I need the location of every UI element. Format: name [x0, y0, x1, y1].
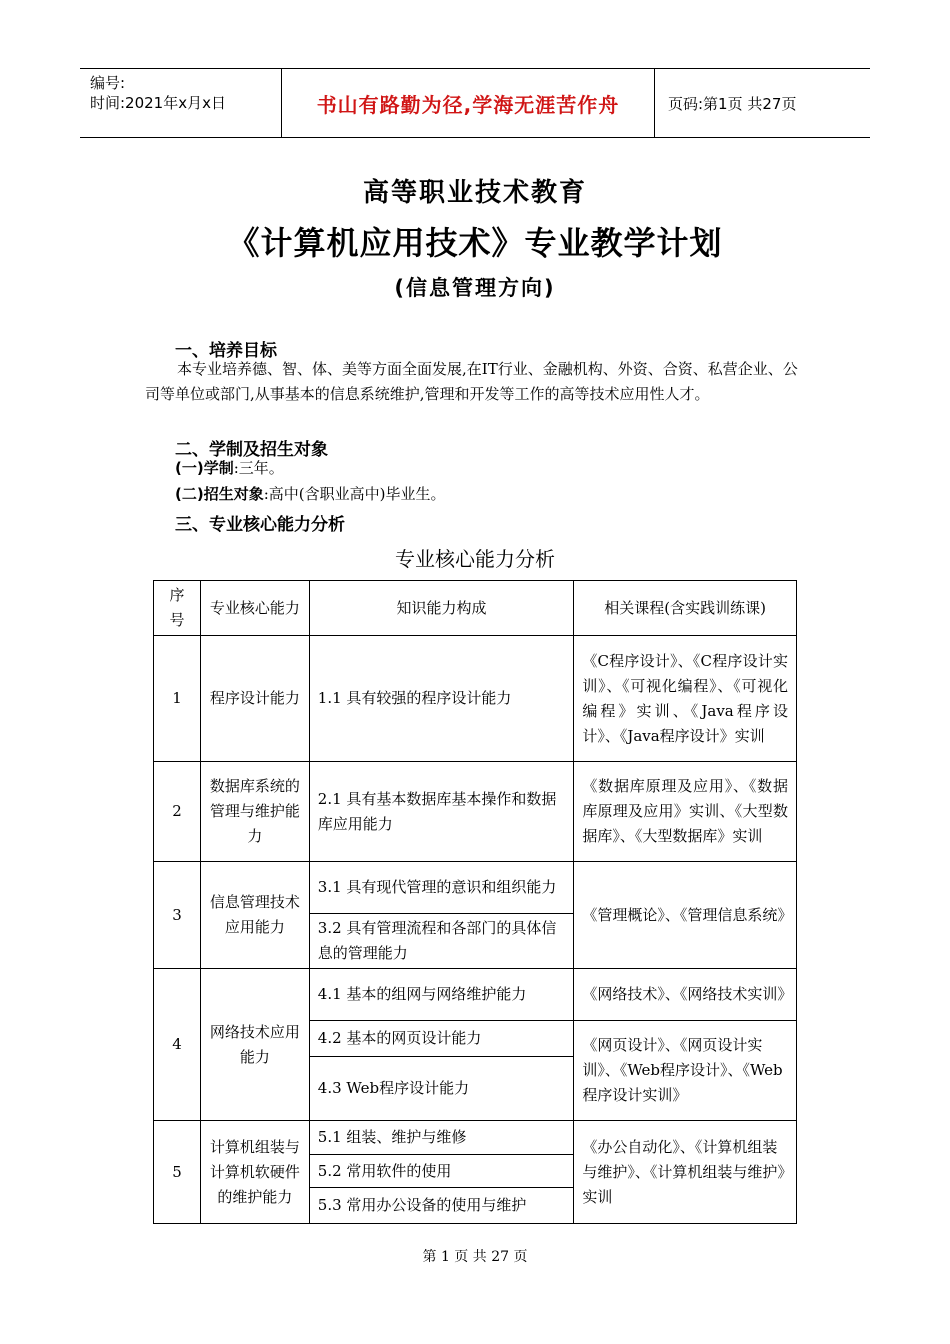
row-ability: 程序设计能力 — [200, 636, 309, 762]
schooling-value: :三年。 — [233, 459, 284, 477]
section-2-title: 二、学制及招生对象 — [175, 440, 328, 460]
table-title: 专业核心能力分析 — [395, 547, 555, 571]
row-knowledge-item: 4.2 基本的网页设计能力 — [309, 1021, 574, 1057]
row-courses: 《数据库原理及应用》、《数据库原理及应用》实训、《大型数据库》、《大型数据库》实训 — [574, 762, 797, 862]
row-courses: 《办公自动化》、《计算机组装与维护》、《计算机组装与维护》实训 — [574, 1121, 797, 1224]
row-knowledge-item: 5.2 常用软件的使用 — [309, 1155, 574, 1188]
row-courses: 《管理概论》、《管理信息系统》 — [574, 862, 797, 969]
row-ability: 计算机组装与计算机软硬件的维护能力 — [200, 1121, 309, 1224]
row-courses: 《网页设计》、《网页设计实训》、《Web程序设计》、《Web程序设计实训》 — [574, 1021, 797, 1121]
header-meta — [80, 69, 281, 137]
table-row — [154, 762, 797, 862]
table-row — [154, 969, 797, 1021]
document-header — [80, 68, 870, 138]
page-footer: 第 1 页 共 27 页 — [422, 1249, 528, 1265]
row-knowledge-item: 5.3 常用办公设备的使用与维护 — [309, 1188, 574, 1224]
section-1-body: 本专业培养德、智、体、美等方面全面发展,在IT行业、金融机构、外资、合资、私营企业、公司等单位或部门,从事基本的信息系统维护,管理和开发等工作的高等技术应用性人才。 — [145, 360, 798, 403]
title-line-3: (信息管理方向) — [394, 276, 556, 300]
section-2-item-1 — [175, 456, 284, 481]
section-2-item-2 — [175, 482, 445, 507]
table-row — [154, 862, 797, 914]
row-knowledge-item: 4.3 Web程序设计能力 — [309, 1057, 574, 1121]
header-no: 序号 — [154, 581, 201, 636]
row-courses: 《网络技术》、《网络技术实训》 — [574, 969, 797, 1021]
title-line-1: 高等职业技术教育 — [362, 178, 587, 208]
row-ability: 数据库系统的管理与维护能力 — [200, 762, 309, 862]
row-no: 4 — [154, 969, 201, 1121]
row-courses: 《C程序设计》、《C程序设计实训》、《可视化编程》、《可视化编程》实训、《Java程序设计》、《Java程序设计》实训 — [574, 636, 797, 762]
row-ability: 网络技术应用能力 — [200, 969, 309, 1121]
section-1-title: 一、培养目标 — [175, 341, 277, 361]
title-line-2: 《计算机应用技术》专业教学计划 — [227, 224, 723, 262]
core-ability-table — [153, 580, 797, 1224]
header-courses: 相关课程(含实践训练课) — [574, 581, 797, 636]
row-no: 1 — [154, 636, 201, 762]
row-knowledge-item: 2.1 具有基本数据库基本操作和数据库应用能力 — [309, 762, 574, 862]
header-motto: 书山有路勤为径,学海无涯苦作舟 — [281, 69, 655, 137]
row-no: 5 — [154, 1121, 201, 1224]
section-3-title: 三、专业核心能力分析 — [175, 515, 345, 535]
header-ability: 专业核心能力 — [200, 581, 309, 636]
row-knowledge-item: 5.1 组装、维护与维修 — [309, 1121, 574, 1155]
number-label: 编号: — [90, 74, 126, 92]
row-knowledge-item: 3.1 具有现代管理的意识和组织能力 — [309, 862, 574, 914]
row-ability: 信息管理技术应用能力 — [200, 862, 309, 969]
header-page-info: 页码:第1页 共27页 — [668, 94, 797, 113]
row-knowledge-item: 3.2 具有管理流程和各部门的具体信息的管理能力 — [309, 914, 574, 969]
row-no: 2 — [154, 762, 201, 862]
table-header-row — [154, 581, 797, 636]
schooling-label: (一)学制 — [175, 459, 234, 477]
header-knowledge: 知识能力构成 — [309, 581, 574, 636]
row-knowledge-item: 4.1 基本的组网与网络维护能力 — [309, 969, 574, 1021]
row-no: 3 — [154, 862, 201, 969]
table-row — [154, 1121, 797, 1155]
table-row — [154, 636, 797, 762]
row-knowledge-item: 1.1 具有较强的程序设计能力 — [309, 636, 574, 762]
enrollment-label: (二)招生对象 — [175, 485, 264, 503]
time-label: 时间:2021年x月x日 — [90, 94, 226, 112]
enrollment-value: :高中(含职业高中)毕业生。 — [263, 485, 446, 503]
